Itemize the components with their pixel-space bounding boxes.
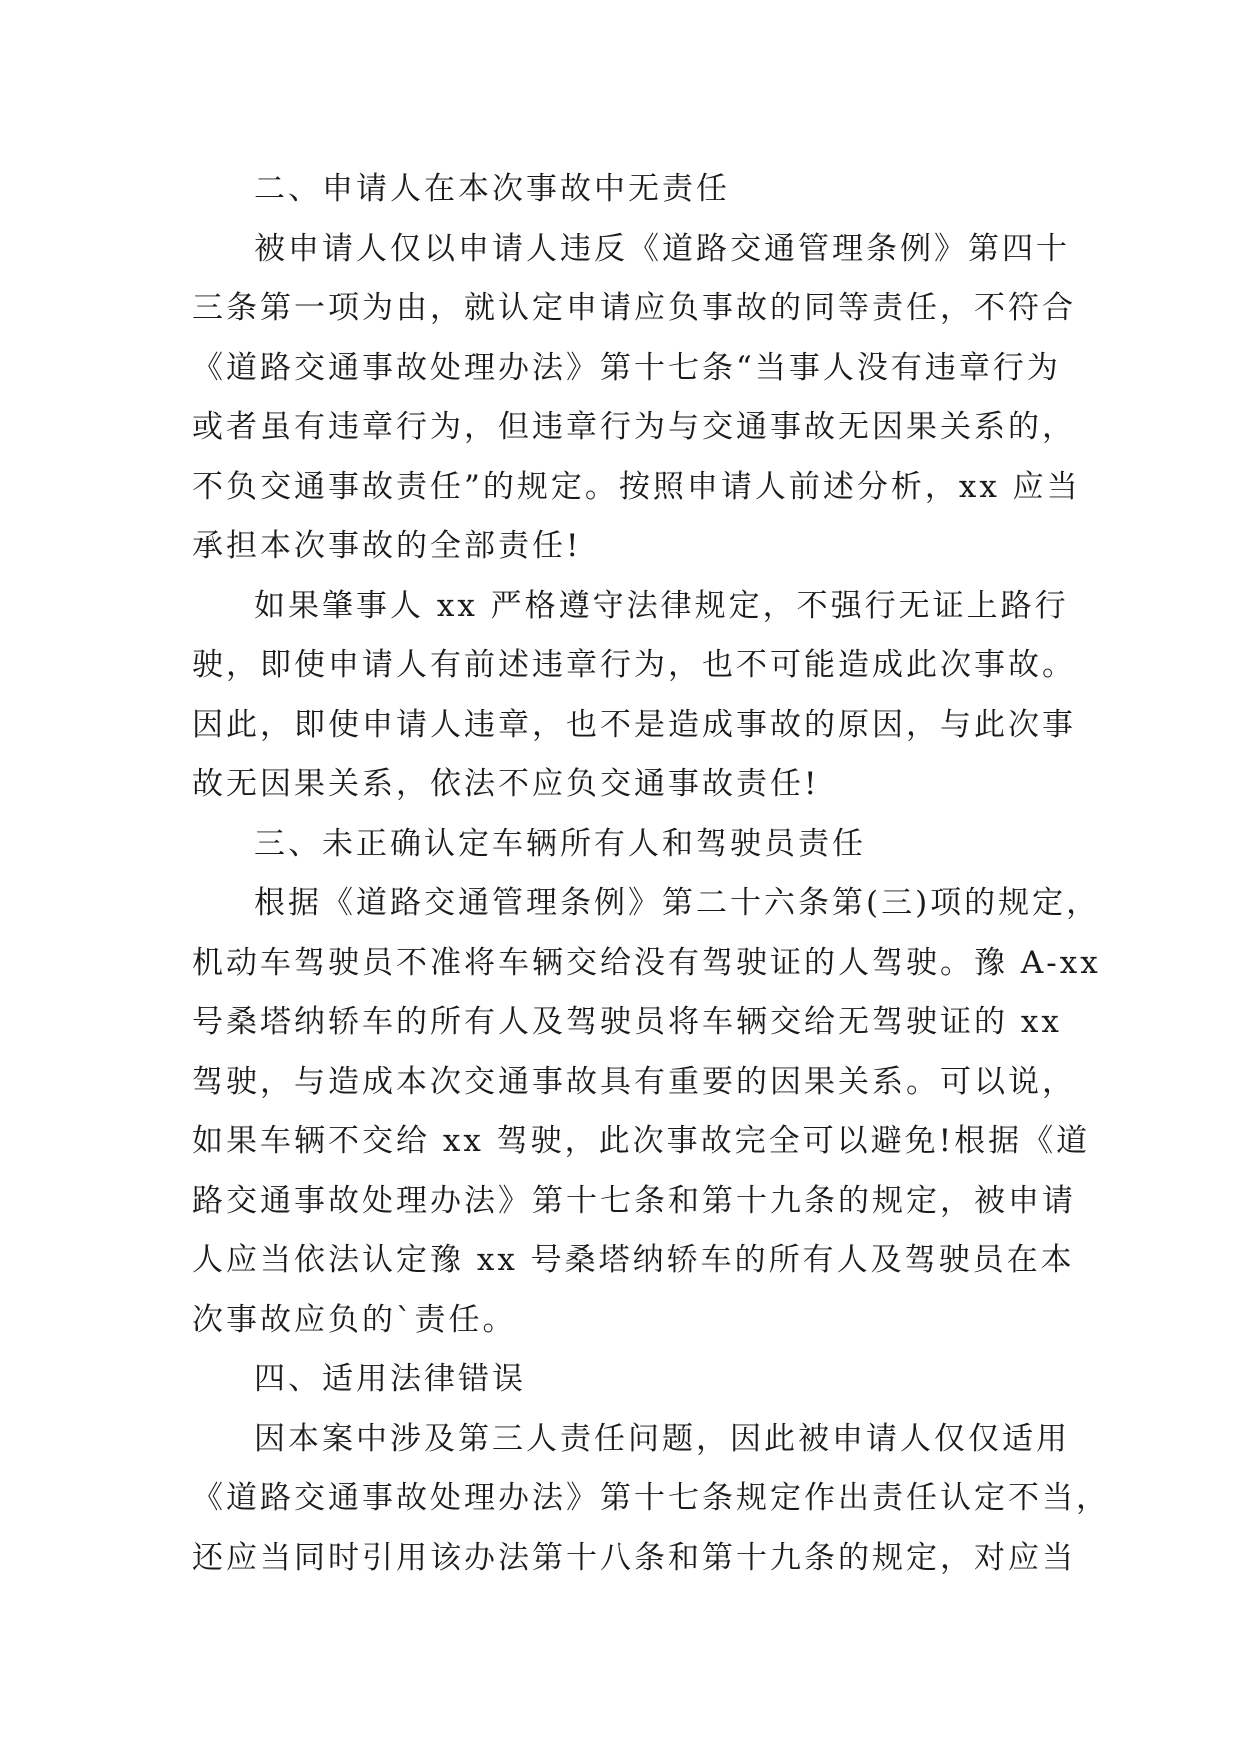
paragraph-line: 三条第一项为由，就认定申请应负事故的同等责任，不符合 (192, 290, 1076, 326)
paragraph-line: 驾驶，与造成本次交通事故具有重要的因果关系。可以说， (192, 1063, 1076, 1100)
paragraph-line: 如果肇事人 xx 严格遵守法律规定，不强行无证上路行 (254, 587, 1069, 624)
paragraph-line: 如果车辆不交给 xx 驾驶，此次事故完全可以避免!根据《道 (192, 1123, 1091, 1159)
paragraph-line: 《道路交通事故处理办法》第十七条“当事人没有违章行为 (192, 349, 1061, 386)
section-heading-3: 三、未正确认定车辆所有人和驾驶员责任 (254, 825, 866, 862)
paragraph-line: 被申请人仅以申请人违反《道路交通管理条例》第四十 (254, 230, 1070, 267)
paragraph-line: 根据《道路交通管理条例》第二十六条第(三)项的规定， (254, 885, 1101, 921)
paragraph-line: 人应当依法认定豫 xx 号桑塔纳轿车的所有人及驾驶员在本 (192, 1242, 1075, 1278)
section-heading-4: 四、适用法律错误 (254, 1361, 526, 1397)
section-heading-2: 二、申请人在本次事故中无责任 (254, 171, 730, 207)
paragraph-line: 《道路交通事故处理办法》第十七条规定作出责任认定不当， (192, 1480, 1110, 1516)
paragraph-line: 次事故应负的`责任。 (192, 1301, 517, 1338)
paragraph-line: 还应当同时引用该办法第十八条和第十九条的规定，对应当 (192, 1539, 1076, 1576)
document-body (192, 160, 1110, 1588)
paragraph-line: 故无因果关系，依法不应负交通事故责任! (192, 766, 820, 802)
paragraph-line: 号桑塔纳轿车的所有人及驾驶员将车辆交给无驾驶证的 xx (192, 1004, 1062, 1040)
paragraph-line: 机动车驾驶员不准将车辆交给没有驾驶证的人驾驶。豫 A-xx (192, 944, 1101, 981)
paragraph-line: 承担本次事故的全部责任! (192, 528, 582, 564)
paragraph-line: 或者虽有违章行为，但违章行为与交通事故无因果关系的， (192, 409, 1076, 445)
paragraph-line: 不负交通事故责任”的规定。按照申请人前述分析，xx 应当 (192, 468, 1081, 505)
paragraph-line: 驶，即使申请人有前述违章行为，也不可能造成此次事故。 (192, 647, 1076, 683)
paragraph-line: 因此，即使申请人违章，也不是造成事故的原因，与此次事 (192, 706, 1076, 743)
paragraph-line: 因本案中涉及第三人责任问题，因此被申请人仅仅适用 (254, 1420, 1070, 1457)
paragraph-line: 路交通事故处理办法》第十七条和第十九条的规定，被申请 (192, 1182, 1076, 1219)
